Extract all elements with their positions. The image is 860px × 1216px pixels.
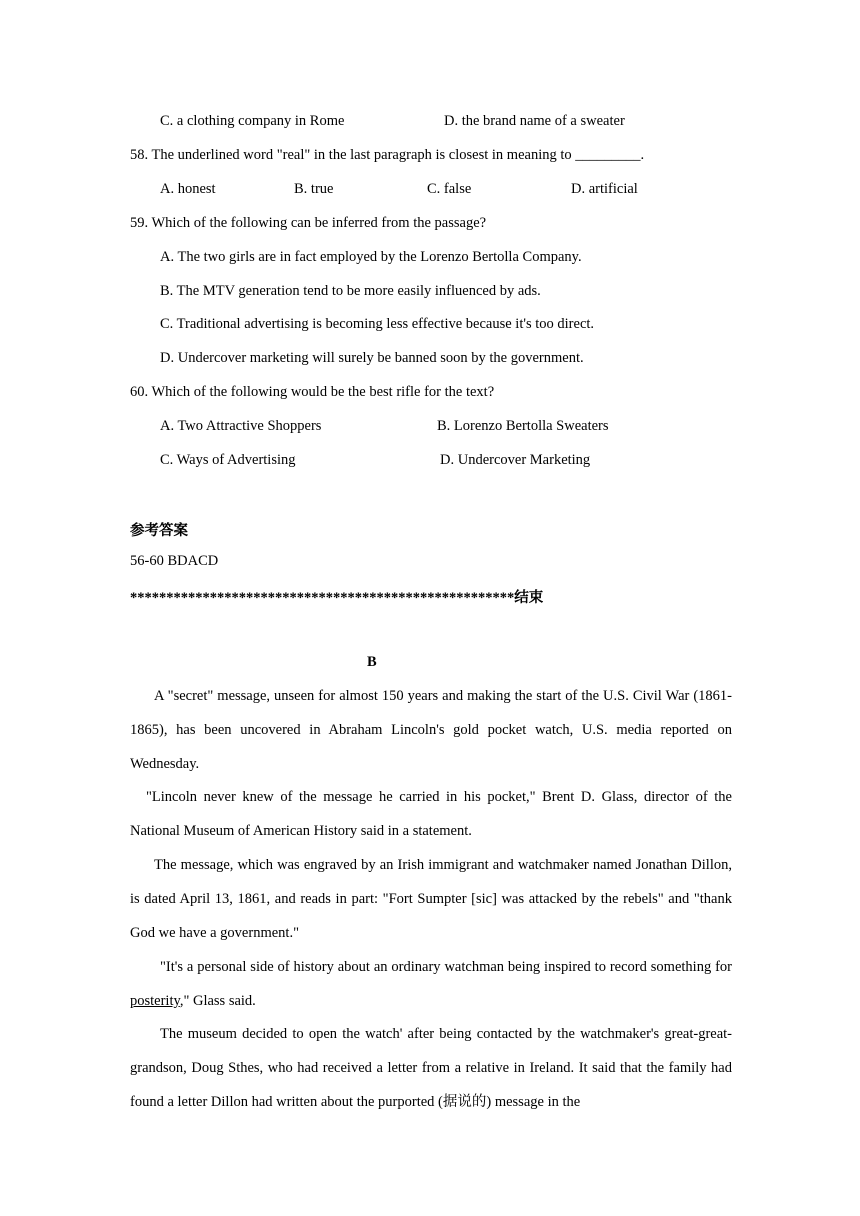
q58-option-c: C. false [427, 181, 472, 197]
q59-stem: 59. Which of the following can be inferred from the passage? [130, 215, 487, 231]
answer-heading: 参考答案 [130, 523, 188, 539]
q59-option-b: B. The MTV generation tend to be more easily influenced by ads. [160, 283, 541, 299]
q58-option-d: D. artificial [571, 181, 638, 197]
passage-b-paragraph-3: The message, which was engraved by an Irish immigrant and watchmaker named Jonathan Dillon, is dated April 13, 1861, and reads in part: "Fort Sumpter [sic] was attacked by the rebels" and "thank God we have a government." [130, 857, 732, 941]
q60-option-a: A. Two Attractive Shoppers [160, 418, 322, 434]
underlined-word-posterity: posterity [130, 993, 180, 1009]
end-separator: *****************************************************结束 [130, 590, 544, 606]
passage-b-paragraph-4 [130, 950, 732, 1018]
q60-option-b: B. Lorenzo Bertolla Sweaters [437, 418, 609, 434]
q60-options-row-1 [0, 418, 860, 438]
p4-text-before: "It's a personal side of history about an ordinary watchman being inspired to record something for [160, 959, 732, 975]
passage-b-heading: B [367, 654, 377, 670]
passage-b-paragraph-1: A "secret" message, unseen for almost 150 years and making the start of the U.S. Civil War (1861-1865), has been uncovered in Abraham Lincoln's gold pocket watch, U.S. media reported on Wednesday. [130, 688, 732, 772]
q57-option-d: D. the brand name of a sweater [444, 113, 625, 129]
q59-option-d: D. Undercover marketing will surely be banned soon by the government. [160, 350, 584, 366]
q58-stem: 58. The underlined word "real" in the last paragraph is closest in meaning to _________. [130, 147, 645, 163]
passage-b-paragraph-2: "Lincoln never knew of the message he carried in his pocket," Brent D. Glass, director of the National Museum of American History said in a statement. [130, 789, 732, 839]
q59-option-c: C. Traditional advertising is becoming less effective because it's too direct. [160, 316, 595, 332]
q57-options-row [0, 113, 860, 133]
q60-option-d: D. Undercover Marketing [440, 452, 591, 468]
q58-options-row [0, 181, 860, 201]
q60-stem: 60. Which of the following would be the best rifle for the text? [130, 384, 495, 400]
q59-option-a: A. The two girls are in fact employed by the Lorenzo Bertolla Company. [160, 249, 582, 265]
q60-option-c: C. Ways of Advertising [160, 452, 296, 468]
q58-option-b: B. true [294, 181, 334, 197]
q60-options-row-2 [0, 452, 860, 472]
q57-option-c: C. a clothing company in Rome [160, 113, 345, 129]
p4-text-after: ," Glass said. [179, 993, 256, 1009]
passage-b-paragraph-5: The museum decided to open the watch' after being contacted by the watchmaker's great-great-grandson, Doug Sthes, who had received a letter from a relative in Ireland. It said that the family had found a letter Dillon had written about the purported (据说的) message in the [130, 1026, 732, 1110]
q58-option-a: A. honest [160, 181, 216, 197]
answer-value: 56-60 BDACD [130, 553, 219, 569]
